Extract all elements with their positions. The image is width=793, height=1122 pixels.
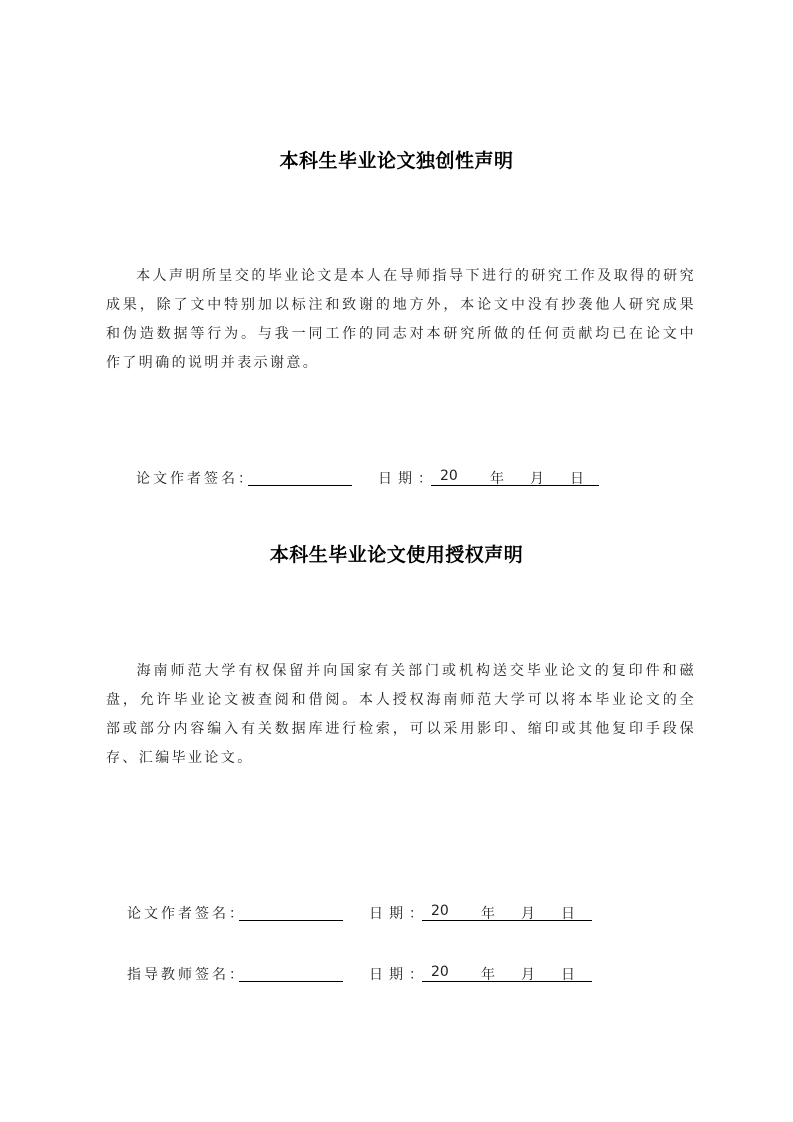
author-signature-label: 论文作者签名： [127,906,246,922]
advisor-signature-field[interactable] [239,981,343,982]
originality-title: 本科生毕业论文独创性声明 [279,150,514,172]
day-label: 日 [570,471,584,487]
originality-body-text: 本人声明所呈交的毕业论文是本人在导师指导下进行的研究工作及取得的研究成果，除了文中特别加以标注和致谢的地方外，本论文中没有抄袭他人研究成果和伪造数据等行为。与我一同工作的同志对本研究所做的任何贡献均已在论文中作了明确的说明并表示谢意。 [106,268,696,371]
year-label: 年 [481,967,495,983]
date-label: 日期： [369,906,429,922]
author-signature-field[interactable] [239,920,343,921]
author-signature-field[interactable] [248,485,352,486]
advisor-signature-label: 指导教师签名： [127,967,246,983]
date-label: 日期： [378,471,438,487]
day-label: 日 [561,906,575,922]
month-label: 月 [521,906,535,922]
year-label: 年 [490,471,504,487]
authorization-advisor-signature-row [127,964,597,984]
author-signature-label: 论文作者签名： [136,471,255,487]
year-prefix: 20 [431,903,449,919]
authorization-body [106,657,696,773]
authorization-title: 本科生毕业论文使用授权声明 [269,544,524,566]
originality-body [106,262,696,378]
year-label: 年 [481,906,495,922]
year-prefix: 20 [431,964,449,980]
authorization-author-signature-row [127,903,597,923]
day-label: 日 [561,967,575,983]
authorization-body-text: 海南师范大学有权保留并向国家有关部门或机构送交毕业论文的复印件和磁盘，允许毕业论文被查阅和借阅。本人授权海南师范大学可以将本毕业论文的全部或部分内容编入有关数据库进行检索，可以采用影印、缩印或其他复印手段保存、汇编毕业论文。 [106,663,696,766]
year-prefix: 20 [440,468,458,484]
originality-signature-row [136,468,606,488]
month-label: 月 [530,471,544,487]
month-label: 月 [521,967,535,983]
date-label: 日期： [369,967,429,983]
